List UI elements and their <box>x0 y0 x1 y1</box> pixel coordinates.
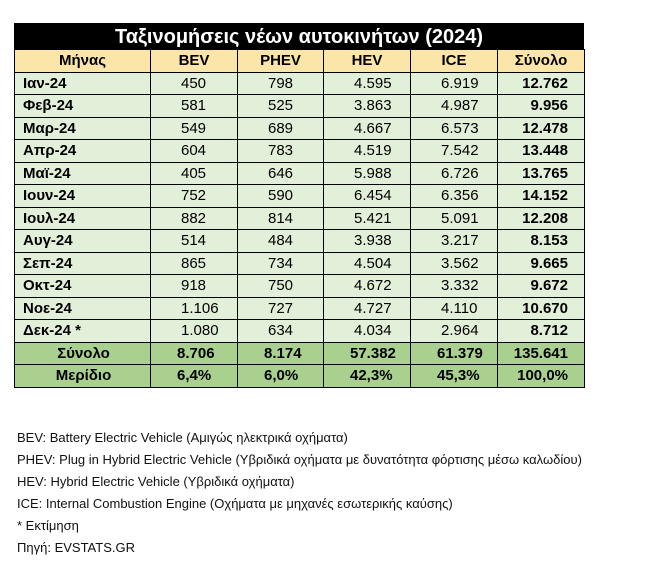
header-cell: Σύνολο <box>498 50 585 73</box>
header-cell: Μήνας <box>15 50 151 73</box>
value-cell: 689 <box>238 117 324 140</box>
value-cell: 5.988 <box>324 162 411 185</box>
registrations-table-container <box>14 23 584 388</box>
value-cell: 3.332 <box>411 275 498 298</box>
value-cell: 734 <box>238 252 324 275</box>
month-cell: Αυγ-24 <box>15 230 151 253</box>
table-row <box>15 185 585 208</box>
total-label: Σύνολο <box>15 342 151 365</box>
footnotes <box>17 427 582 559</box>
share-row <box>15 365 585 388</box>
value-cell: 3.863 <box>324 95 411 118</box>
value-cell: 450 <box>151 72 238 95</box>
table-row <box>15 230 585 253</box>
footnote-phev: PHEV: Plug in Hybrid Electric Vehicle (Υβριδικά οχήματα με δυνατότητα φόρτισης μέσω καλωδίου) <box>17 452 582 467</box>
month-cell: Ιουλ-24 <box>15 207 151 230</box>
table-title: Ταξινομήσεις νέων αυτοκινήτων (2024) <box>14 23 584 49</box>
table-row <box>15 140 585 163</box>
table-row <box>15 72 585 95</box>
value-cell: 4.672 <box>324 275 411 298</box>
value-cell: 10.670 <box>498 297 585 320</box>
value-cell: 6.573 <box>411 117 498 140</box>
month-cell: Μαϊ-24 <box>15 162 151 185</box>
value-cell: 5.091 <box>411 207 498 230</box>
month-cell: Νοε-24 <box>15 297 151 320</box>
value-cell: 4.667 <box>324 117 411 140</box>
table-row <box>15 320 585 343</box>
table-row <box>15 275 585 298</box>
footnote-source: Πηγή: EVSTATS.GR <box>17 540 135 555</box>
value-cell: 865 <box>151 252 238 275</box>
value-cell: 9.665 <box>498 252 585 275</box>
value-cell: 4.987 <box>411 95 498 118</box>
value-cell: 12.478 <box>498 117 585 140</box>
month-cell: Ιαν-24 <box>15 72 151 95</box>
month-cell: Οκτ-24 <box>15 275 151 298</box>
share-cell: 45,3% <box>411 365 498 388</box>
value-cell: 882 <box>151 207 238 230</box>
value-cell: 727 <box>238 297 324 320</box>
value-cell: 581 <box>151 95 238 118</box>
table-row <box>15 95 585 118</box>
value-cell: 4.034 <box>324 320 411 343</box>
value-cell: 514 <box>151 230 238 253</box>
value-cell: 3.938 <box>324 230 411 253</box>
header-row <box>15 50 585 73</box>
value-cell: 8.712 <box>498 320 585 343</box>
footnote-ice: ICE: Internal Combustion Engine (Οχήματα με μηχανές εσωτερικής καύσης) <box>17 496 453 511</box>
value-cell: 9.672 <box>498 275 585 298</box>
month-cell: Ιουν-24 <box>15 185 151 208</box>
value-cell: 1.080 <box>151 320 238 343</box>
value-cell: 484 <box>238 230 324 253</box>
value-cell: 604 <box>151 140 238 163</box>
value-cell: 646 <box>238 162 324 185</box>
table-row <box>15 162 585 185</box>
value-cell: 13.448 <box>498 140 585 163</box>
value-cell: 783 <box>238 140 324 163</box>
month-cell: Φεβ-24 <box>15 95 151 118</box>
share-label: Μερίδιο <box>15 365 151 388</box>
total-row <box>15 342 585 365</box>
value-cell: 814 <box>238 207 324 230</box>
value-cell: 752 <box>151 185 238 208</box>
table-row <box>15 207 585 230</box>
total-cell: 61.379 <box>411 342 498 365</box>
table-row <box>15 297 585 320</box>
header-cell: BEV <box>151 50 238 73</box>
table-row <box>15 252 585 275</box>
value-cell: 6.454 <box>324 185 411 208</box>
total-cell: 8.174 <box>238 342 324 365</box>
value-cell: 750 <box>238 275 324 298</box>
total-cell: 57.382 <box>324 342 411 365</box>
month-cell: Απρ-24 <box>15 140 151 163</box>
footnote-bev: BEV: Battery Electric Vehicle (Αμιγώς ηλεκτρικά οχήματα) <box>17 430 348 445</box>
value-cell: 5.421 <box>324 207 411 230</box>
month-cell: Σεπ-24 <box>15 252 151 275</box>
share-cell: 100,0% <box>498 365 585 388</box>
value-cell: 590 <box>238 185 324 208</box>
value-cell: 7.542 <box>411 140 498 163</box>
registrations-table <box>14 49 585 388</box>
value-cell: 918 <box>151 275 238 298</box>
value-cell: 12.762 <box>498 72 585 95</box>
value-cell: 13.765 <box>498 162 585 185</box>
value-cell: 2.964 <box>411 320 498 343</box>
value-cell: 6.726 <box>411 162 498 185</box>
footnote-estimate: * Εκτίμηση <box>17 518 79 533</box>
value-cell: 405 <box>151 162 238 185</box>
value-cell: 3.217 <box>411 230 498 253</box>
month-cell: Δεκ-24 * <box>15 320 151 343</box>
value-cell: 4.595 <box>324 72 411 95</box>
month-cell: Μαρ-24 <box>15 117 151 140</box>
value-cell: 634 <box>238 320 324 343</box>
value-cell: 6.356 <box>411 185 498 208</box>
share-cell: 42,3% <box>324 365 411 388</box>
value-cell: 12.208 <box>498 207 585 230</box>
value-cell: 4.519 <box>324 140 411 163</box>
footnote-hev: HEV: Hybrid Electric Vehicle (Υβριδικά οχήματα) <box>17 474 295 489</box>
share-cell: 6,0% <box>238 365 324 388</box>
header-cell: PHEV <box>238 50 324 73</box>
header-cell: HEV <box>324 50 411 73</box>
value-cell: 14.152 <box>498 185 585 208</box>
value-cell: 525 <box>238 95 324 118</box>
table-row <box>15 117 585 140</box>
total-cell: 8.706 <box>151 342 238 365</box>
value-cell: 4.504 <box>324 252 411 275</box>
value-cell: 549 <box>151 117 238 140</box>
value-cell: 1.106 <box>151 297 238 320</box>
value-cell: 9.956 <box>498 95 585 118</box>
total-cell: 135.641 <box>498 342 585 365</box>
value-cell: 4.727 <box>324 297 411 320</box>
value-cell: 8.153 <box>498 230 585 253</box>
share-cell: 6,4% <box>151 365 238 388</box>
value-cell: 6.919 <box>411 72 498 95</box>
value-cell: 4.110 <box>411 297 498 320</box>
header-cell: ICE <box>411 50 498 73</box>
value-cell: 3.562 <box>411 252 498 275</box>
value-cell: 798 <box>238 72 324 95</box>
